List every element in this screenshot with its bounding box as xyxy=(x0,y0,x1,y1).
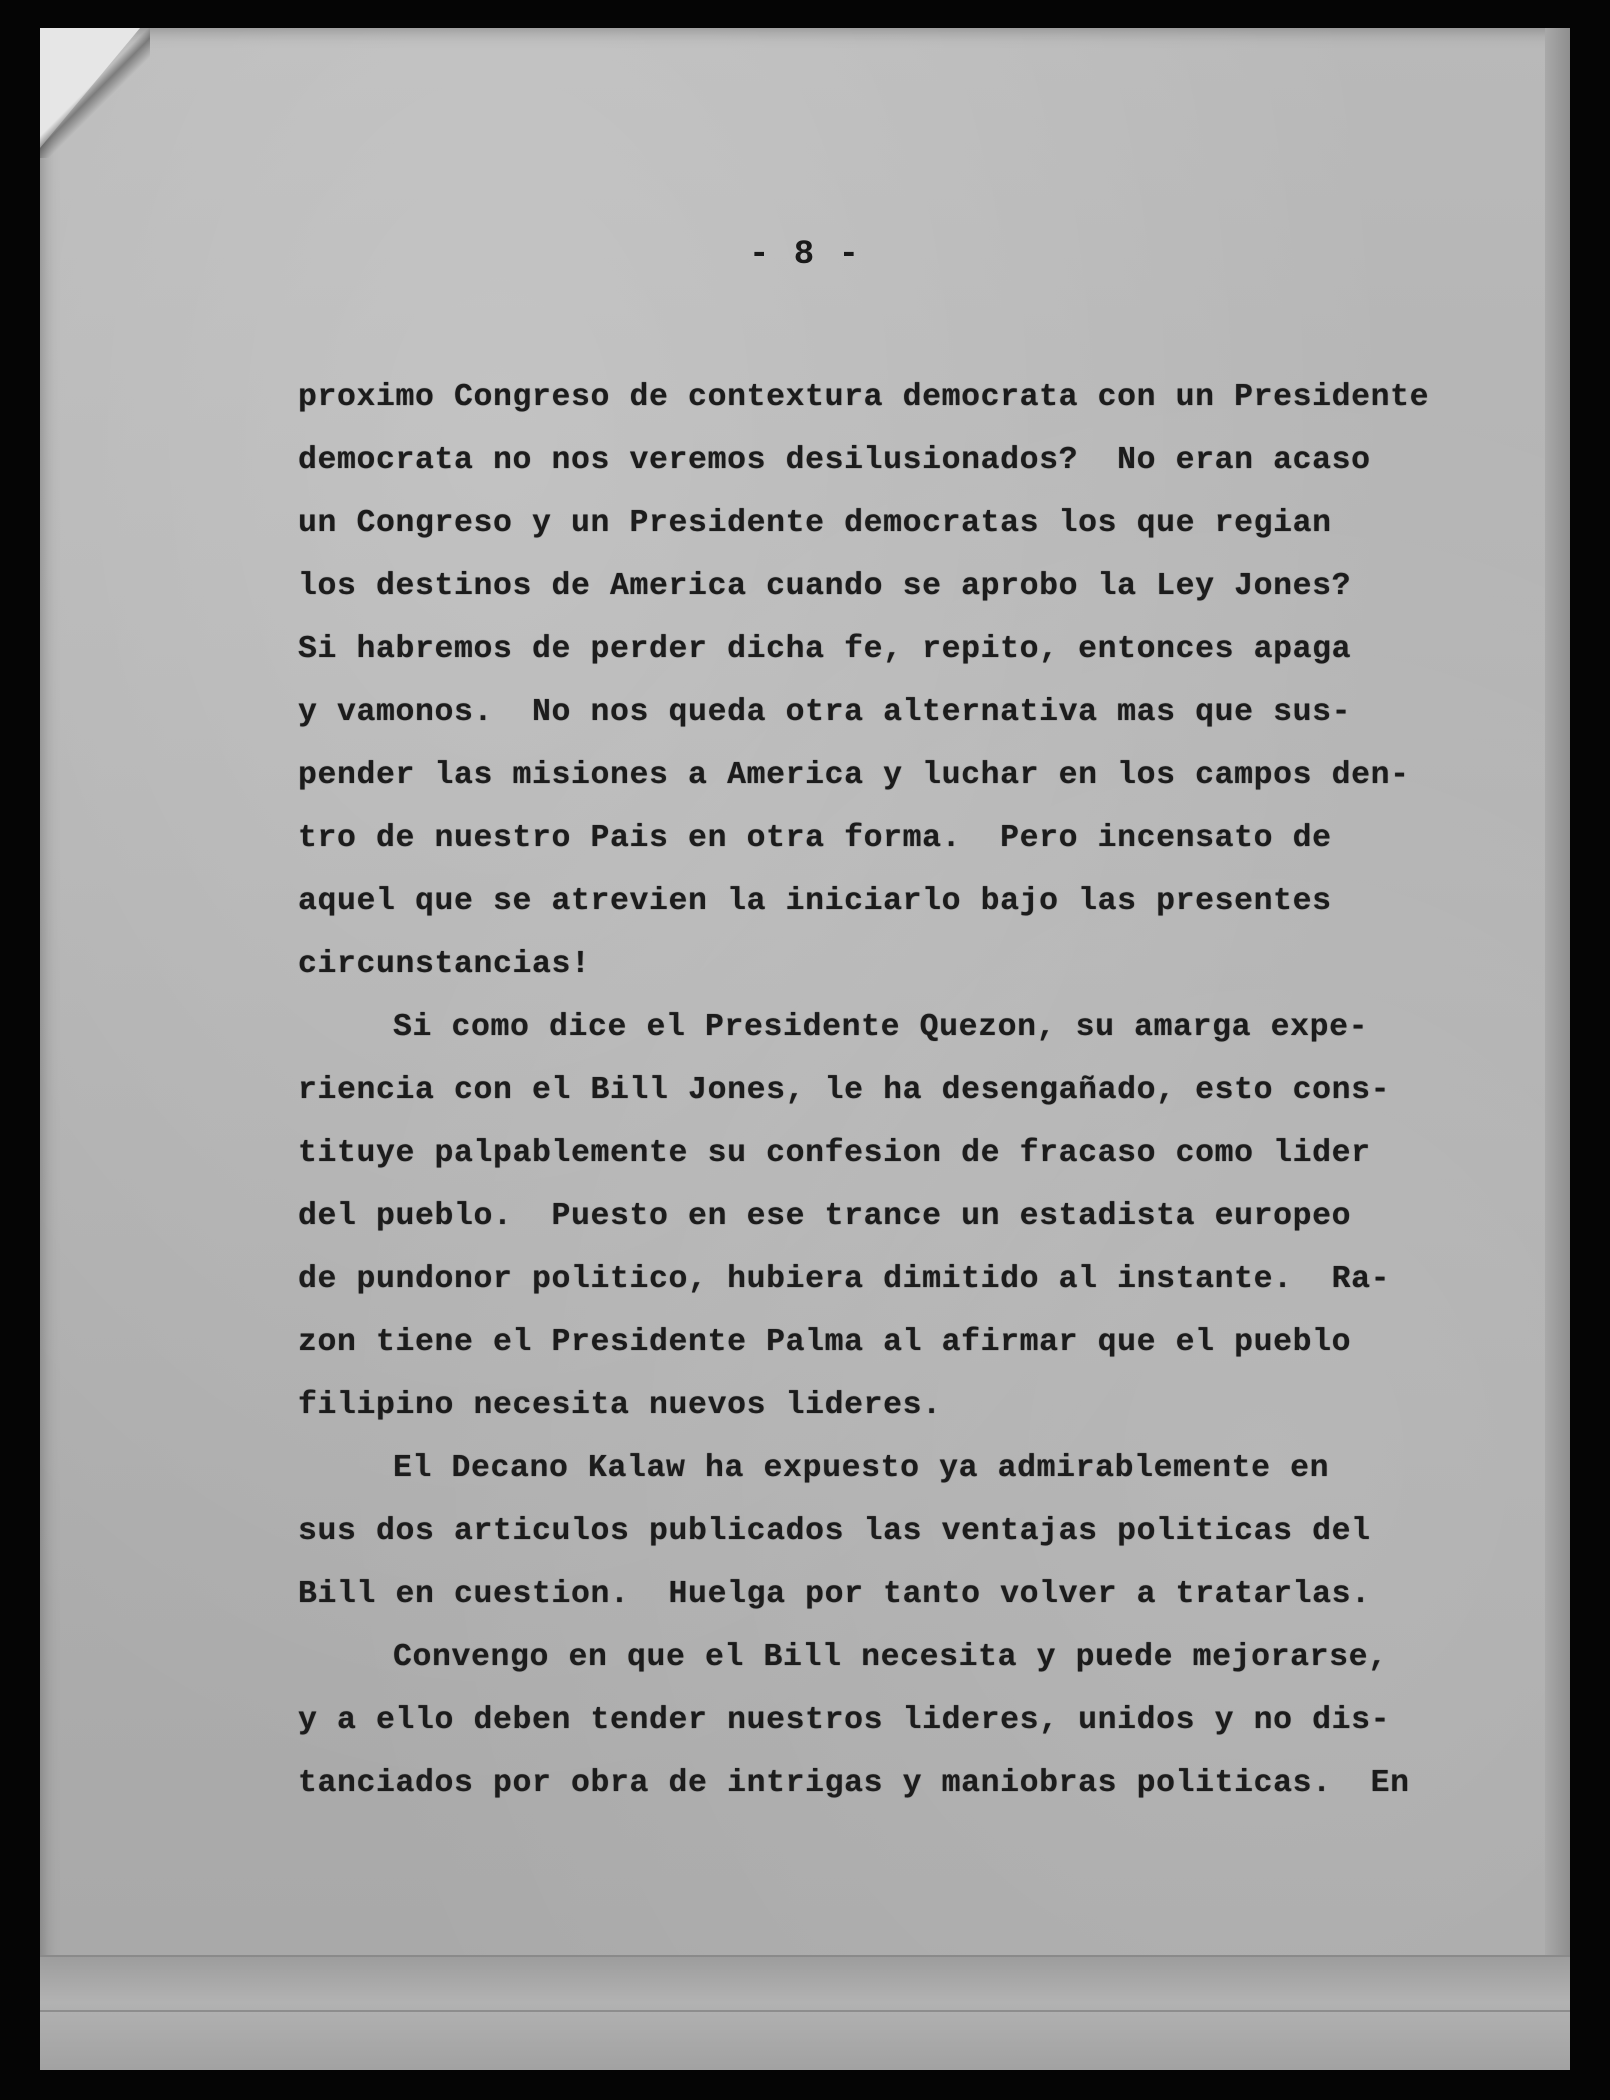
text-line: circunstancias! xyxy=(298,947,591,982)
text-line: riencia con el Bill Jones, le ha desengañado, esto cons- xyxy=(298,1073,1391,1108)
paper-bottom-line xyxy=(40,2010,1570,2012)
typed-body-text xyxy=(298,366,1428,1815)
text-line: los destinos de America cuando se aprobo la Ley Jones? xyxy=(298,569,1352,604)
text-line: sus dos articulos publicados las ventajas politicas del xyxy=(298,1514,1371,1549)
text-line: Bill en cuestion. Huelga por tanto volver a tratarlas. xyxy=(298,1577,1371,1612)
text-line: Si como dice el Presidente Quezon, su amarga expe- xyxy=(393,1010,1369,1045)
text-line: Si habremos de perder dicha fe, repito, entonces apaga xyxy=(298,632,1352,667)
text-line: pender las misiones a America y luchar en los campos den- xyxy=(298,758,1410,793)
text-line: democrata no nos veremos desilusionados? No eran acaso xyxy=(298,443,1371,478)
text-line: filipino necesita nuevos lideres. xyxy=(298,1388,942,1423)
text-line: y a ello deben tender nuestros lideres, unidos y no dis- xyxy=(298,1703,1391,1738)
text-line: un Congreso y un Presidente democratas los que regian xyxy=(298,506,1332,541)
text-line: y vamonos. No nos queda otra alternativa mas que sus- xyxy=(298,695,1352,730)
text-line: del pueblo. Puesto en ese trance un estadista europeo xyxy=(298,1199,1352,1234)
text-line: zon tiene el Presidente Palma al afirmar que el pueblo xyxy=(298,1325,1352,1360)
text-line: de pundonor politico, hubiera dimitido al instante. Ra- xyxy=(298,1262,1391,1297)
folded-corner-shadow xyxy=(40,28,150,158)
text-line: tituye palpablemente su confesion de fracaso como lider xyxy=(298,1136,1371,1171)
text-line: tro de nuestro Pais en otra forma. Pero incensato de xyxy=(298,821,1332,856)
text-line: Convengo en que el Bill necesita y puede mejorarse, xyxy=(393,1640,1388,1675)
paper-right-edge xyxy=(1545,28,1570,2068)
text-line: proximo Congreso de contextura democrata con un Presidente xyxy=(298,380,1430,415)
text-line: tanciados por obra de intrigas y maniobras politicas. En xyxy=(298,1766,1410,1801)
paper-bottom-stack xyxy=(40,1955,1570,2070)
text-line: aquel que se atrevien la iniciarlo bajo las presentes xyxy=(298,884,1332,919)
text-line: El Decano Kalaw ha expuesto ya admirablemente en xyxy=(393,1451,1330,1486)
page-number: - 8 - xyxy=(748,236,862,274)
